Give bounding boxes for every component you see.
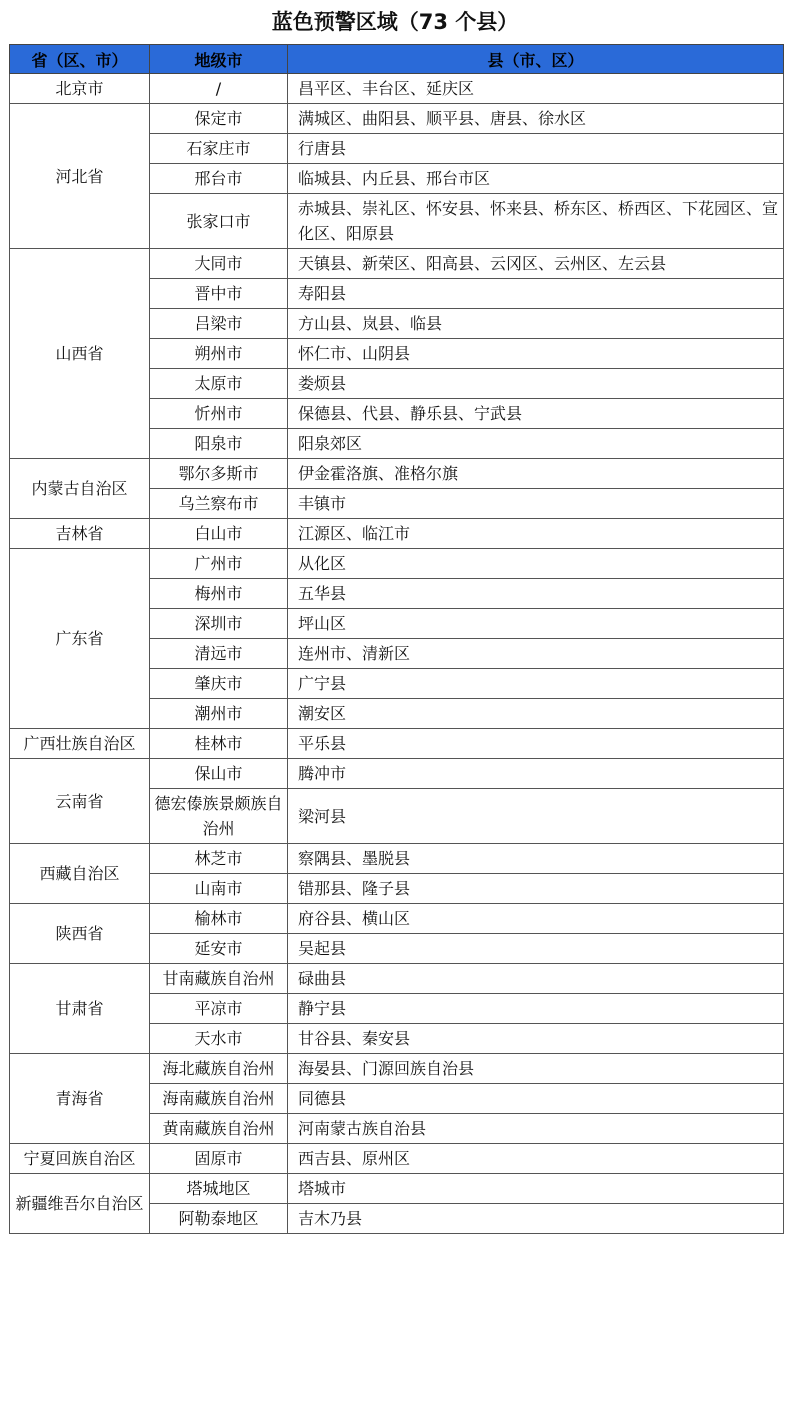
county-cell: 江源区、临江市 bbox=[288, 519, 784, 549]
table-row bbox=[10, 844, 784, 874]
city-cell: 大同市 bbox=[150, 249, 288, 279]
header-county: 县（市、区） bbox=[288, 45, 784, 74]
county-cell: 西吉县、原州区 bbox=[288, 1144, 784, 1174]
city-cell: 桂林市 bbox=[150, 729, 288, 759]
county-cell: 伊金霍洛旗、准格尔旗 bbox=[288, 459, 784, 489]
province-cell: 山西省 bbox=[10, 249, 150, 459]
county-cell: 吴起县 bbox=[288, 934, 784, 964]
city-cell: 晋中市 bbox=[150, 279, 288, 309]
county-cell: 梁河县 bbox=[288, 789, 784, 844]
table-row bbox=[10, 1174, 784, 1204]
county-cell: 行唐县 bbox=[288, 134, 784, 164]
table-row bbox=[10, 519, 784, 549]
city-cell: 林芝市 bbox=[150, 844, 288, 874]
county-cell: 五华县 bbox=[288, 579, 784, 609]
page-title: 蓝色预警区域（73 个县） bbox=[271, 10, 519, 34]
city-cell: 平凉市 bbox=[150, 994, 288, 1024]
county-cell: 昌平区、丰台区、延庆区 bbox=[288, 74, 784, 104]
city-cell: 石家庄市 bbox=[150, 134, 288, 164]
city-cell: 塔城地区 bbox=[150, 1174, 288, 1204]
table-row bbox=[10, 549, 784, 579]
province-cell: 广西壮族自治区 bbox=[10, 729, 150, 759]
table-row bbox=[10, 249, 784, 279]
county-cell: 错那县、隆子县 bbox=[288, 874, 784, 904]
table-row bbox=[10, 459, 784, 489]
county-cell: 潮安区 bbox=[288, 699, 784, 729]
city-cell: 保定市 bbox=[150, 104, 288, 134]
table-row bbox=[10, 1144, 784, 1174]
city-cell: 邢台市 bbox=[150, 164, 288, 194]
county-cell: 吉木乃县 bbox=[288, 1204, 784, 1234]
header-city: 地级市 bbox=[150, 45, 288, 74]
warning-region-table bbox=[9, 44, 784, 1234]
county-cell: 丰镇市 bbox=[288, 489, 784, 519]
county-cell: 甘谷县、秦安县 bbox=[288, 1024, 784, 1054]
city-cell: 固原市 bbox=[150, 1144, 288, 1174]
city-cell: 黄南藏族自治州 bbox=[150, 1114, 288, 1144]
county-cell: 赤城县、崇礼区、怀安县、怀来县、桥东区、桥西区、下花园区、宣化区、阳原县 bbox=[288, 194, 784, 249]
city-cell: 乌兰察布市 bbox=[150, 489, 288, 519]
city-cell: 山南市 bbox=[150, 874, 288, 904]
city-cell: 梅州市 bbox=[150, 579, 288, 609]
city-cell: 甘南藏族自治州 bbox=[150, 964, 288, 994]
county-cell: 察隅县、墨脱县 bbox=[288, 844, 784, 874]
city-cell: 忻州市 bbox=[150, 399, 288, 429]
table-row bbox=[10, 729, 784, 759]
county-cell: 河南蒙古族自治县 bbox=[288, 1114, 784, 1144]
table-row bbox=[10, 759, 784, 789]
county-cell: 满城区、曲阳县、顺平县、唐县、徐水区 bbox=[288, 104, 784, 134]
province-cell: 陕西省 bbox=[10, 904, 150, 964]
province-cell: 河北省 bbox=[10, 104, 150, 249]
table-row bbox=[10, 1054, 784, 1084]
table-row bbox=[10, 104, 784, 134]
city-cell: 太原市 bbox=[150, 369, 288, 399]
county-cell: 广宁县 bbox=[288, 669, 784, 699]
county-cell: 坪山区 bbox=[288, 609, 784, 639]
city-cell: 清远市 bbox=[150, 639, 288, 669]
county-cell: 平乐县 bbox=[288, 729, 784, 759]
county-cell: 海晏县、门源回族自治县 bbox=[288, 1054, 784, 1084]
county-cell: 临城县、内丘县、邢台市区 bbox=[288, 164, 784, 194]
province-cell: 新疆维吾尔自治区 bbox=[10, 1174, 150, 1234]
city-cell: 天水市 bbox=[150, 1024, 288, 1054]
province-cell: 青海省 bbox=[10, 1054, 150, 1144]
city-cell: 广州市 bbox=[150, 549, 288, 579]
province-cell: 北京市 bbox=[10, 74, 150, 104]
city-cell: 深圳市 bbox=[150, 609, 288, 639]
province-cell: 内蒙古自治区 bbox=[10, 459, 150, 519]
city-cell: 海南藏族自治州 bbox=[150, 1084, 288, 1114]
table-row bbox=[10, 74, 784, 104]
county-cell: 保德县、代县、静乐县、宁武县 bbox=[288, 399, 784, 429]
city-cell: 海北藏族自治州 bbox=[150, 1054, 288, 1084]
city-cell: 延安市 bbox=[150, 934, 288, 964]
province-cell: 甘肃省 bbox=[10, 964, 150, 1054]
county-cell: 府谷县、横山区 bbox=[288, 904, 784, 934]
county-cell: 同德县 bbox=[288, 1084, 784, 1114]
province-cell: 云南省 bbox=[10, 759, 150, 844]
province-cell: 广东省 bbox=[10, 549, 150, 729]
city-cell: 鄂尔多斯市 bbox=[150, 459, 288, 489]
province-cell: 吉林省 bbox=[10, 519, 150, 549]
header-province: 省（区、市） bbox=[10, 45, 150, 74]
city-cell: 阿勒泰地区 bbox=[150, 1204, 288, 1234]
county-cell: 静宁县 bbox=[288, 994, 784, 1024]
city-cell: 肇庆市 bbox=[150, 669, 288, 699]
province-cell: 西藏自治区 bbox=[10, 844, 150, 904]
city-cell: 榆林市 bbox=[150, 904, 288, 934]
city-cell: 张家口市 bbox=[150, 194, 288, 249]
county-cell: 天镇县、新荣区、阳高县、云冈区、云州区、左云县 bbox=[288, 249, 784, 279]
table-header-row bbox=[10, 45, 784, 74]
table-row bbox=[10, 904, 784, 934]
province-cell: 宁夏回族自治区 bbox=[10, 1144, 150, 1174]
table-row bbox=[10, 964, 784, 994]
county-cell: 阳泉郊区 bbox=[288, 429, 784, 459]
county-cell: 寿阳县 bbox=[288, 279, 784, 309]
county-cell: 塔城市 bbox=[288, 1174, 784, 1204]
city-cell: 保山市 bbox=[150, 759, 288, 789]
county-cell: 怀仁市、山阴县 bbox=[288, 339, 784, 369]
county-cell: 连州市、清新区 bbox=[288, 639, 784, 669]
county-cell: 方山县、岚县、临县 bbox=[288, 309, 784, 339]
city-cell: 白山市 bbox=[150, 519, 288, 549]
city-cell: / bbox=[150, 74, 288, 104]
city-cell: 朔州市 bbox=[150, 339, 288, 369]
county-cell: 从化区 bbox=[288, 549, 784, 579]
county-cell: 腾冲市 bbox=[288, 759, 784, 789]
city-cell: 德宏傣族景颇族自治州 bbox=[150, 789, 288, 844]
county-cell: 碌曲县 bbox=[288, 964, 784, 994]
city-cell: 阳泉市 bbox=[150, 429, 288, 459]
city-cell: 潮州市 bbox=[150, 699, 288, 729]
county-cell: 娄烦县 bbox=[288, 369, 784, 399]
city-cell: 吕梁市 bbox=[150, 309, 288, 339]
